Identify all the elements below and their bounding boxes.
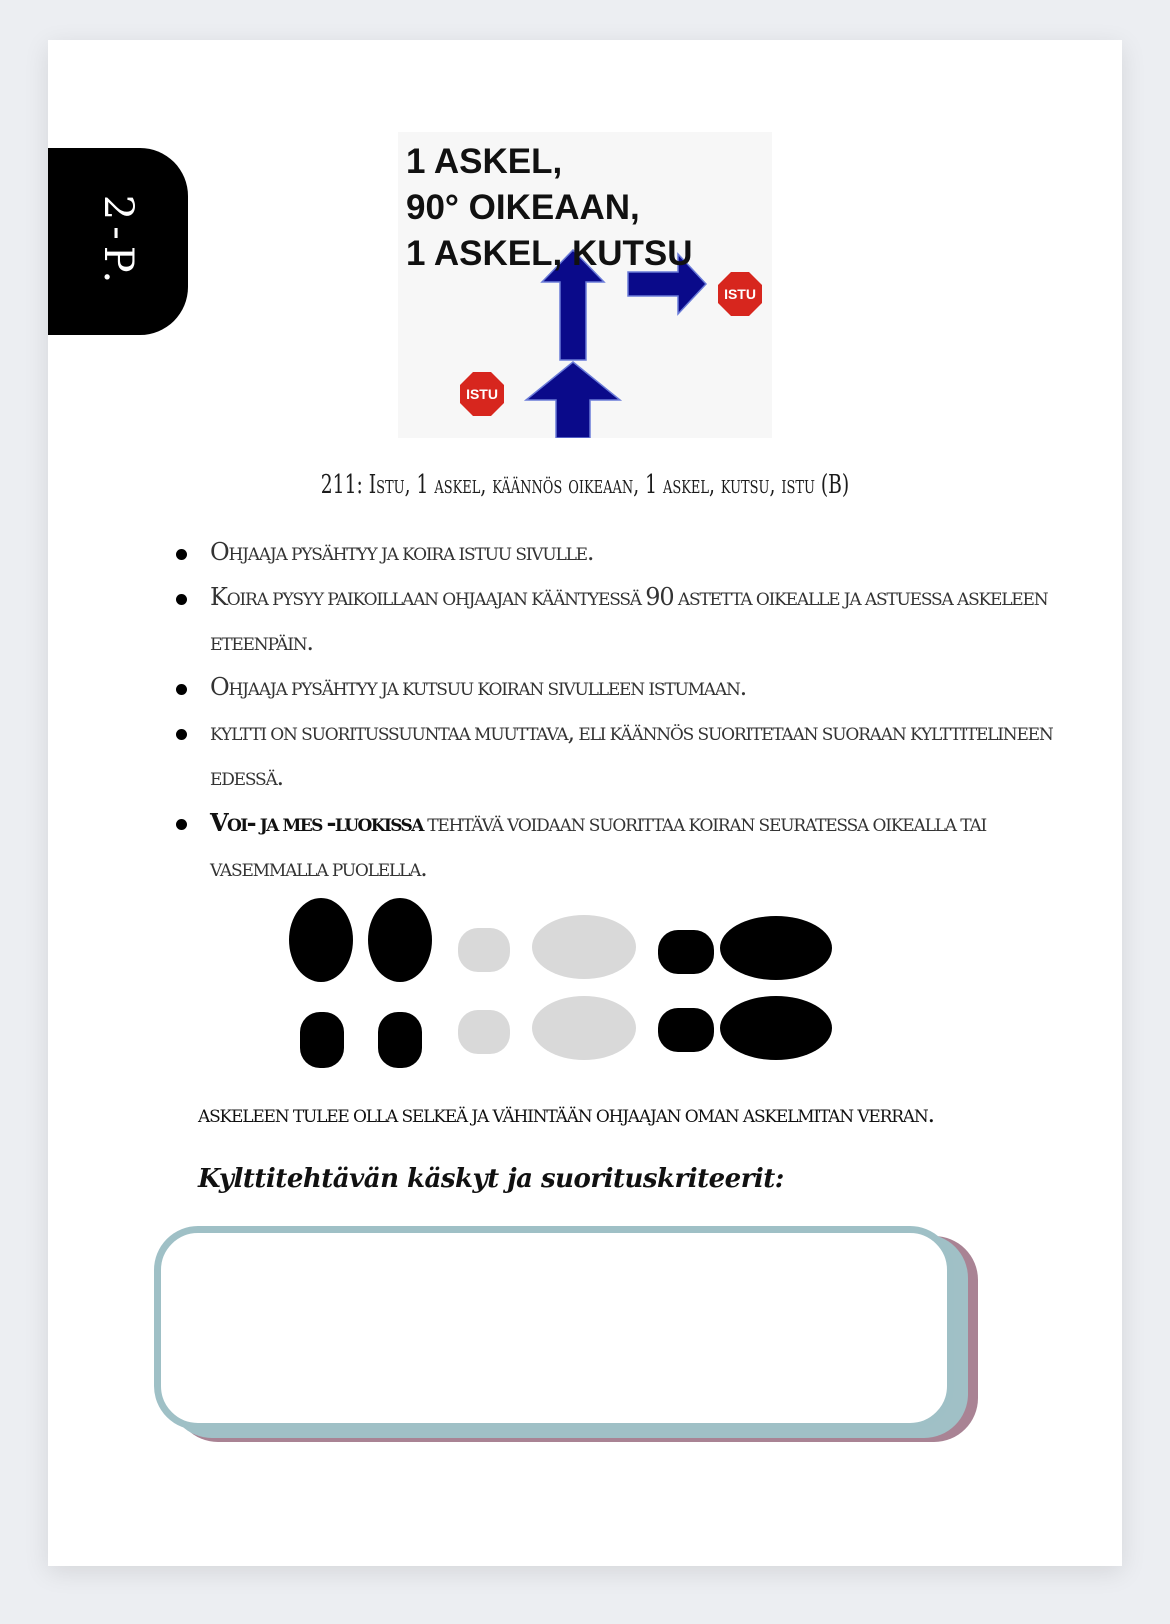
footprint-up-icon xyxy=(289,898,432,1068)
rally-sign-image xyxy=(398,132,772,438)
list-item xyxy=(176,530,1076,575)
section-tab xyxy=(48,148,188,335)
bullet-icon xyxy=(176,819,187,830)
list-item-rest: tehtävä voidaan suorittaa koiran seuratessa oikealla tai vasemmalla puolella. xyxy=(210,809,987,882)
footprint-right-dark-icon xyxy=(658,916,832,1060)
bullet-icon xyxy=(176,729,187,740)
footprint-right-light-icon xyxy=(458,915,636,1060)
criteria-heading: Kylttitehtävän käskyt ja suorituskriteerit: xyxy=(198,1164,784,1194)
list-item-text: Ohjaaja pysähtyy ja koira istuu sivulle. xyxy=(210,538,594,566)
list-item-text: Koira pysyy paikoillaan ohjaajan kääntyessä 90 astetta oikealle ja astuessa askeleen eteenpäin. xyxy=(210,583,1048,656)
notes-box[interactable] xyxy=(154,1226,954,1430)
bullet-icon xyxy=(176,549,187,560)
stop-sign-label: ISTU xyxy=(466,386,498,402)
list-item xyxy=(176,800,1076,891)
section-tab-label: 2-P. xyxy=(95,194,141,290)
sign-line: 90° OIKEAAN, xyxy=(406,188,640,227)
list-item-text: kyltti on suoritussuuntaa muuttava, eli käännös suoritetaan suoraan kylttitelineen edessä. xyxy=(210,718,1053,791)
footsteps-illustration xyxy=(288,898,848,1078)
list-item-text xyxy=(210,800,1076,891)
bullet-icon xyxy=(176,684,187,695)
document-page xyxy=(48,40,1122,1566)
list-item xyxy=(176,575,1076,665)
step-note: askeleen tulee olla selkeä ja vähintään ohjaajan oman askelmitan verran. xyxy=(198,1100,934,1128)
list-item xyxy=(176,665,1076,710)
instruction-list xyxy=(176,530,1076,891)
stop-sign-label: ISTU xyxy=(724,286,756,302)
sign-line: 1 ASKEL, xyxy=(406,142,563,181)
sign-caption: 211: Istu, 1 askel, käännös oikeaan, 1 askel, kutsu, istu (B) xyxy=(320,470,850,500)
list-item xyxy=(176,710,1076,800)
class-label: Voi- ja mes -luokissa xyxy=(210,808,423,837)
sign-line: 1 ASKEL, KUTSU xyxy=(406,234,693,273)
list-item-text: Ohjaaja pysähtyy ja kutsuu koiran sivulleen istumaan. xyxy=(210,673,747,701)
bullet-icon xyxy=(176,594,187,605)
